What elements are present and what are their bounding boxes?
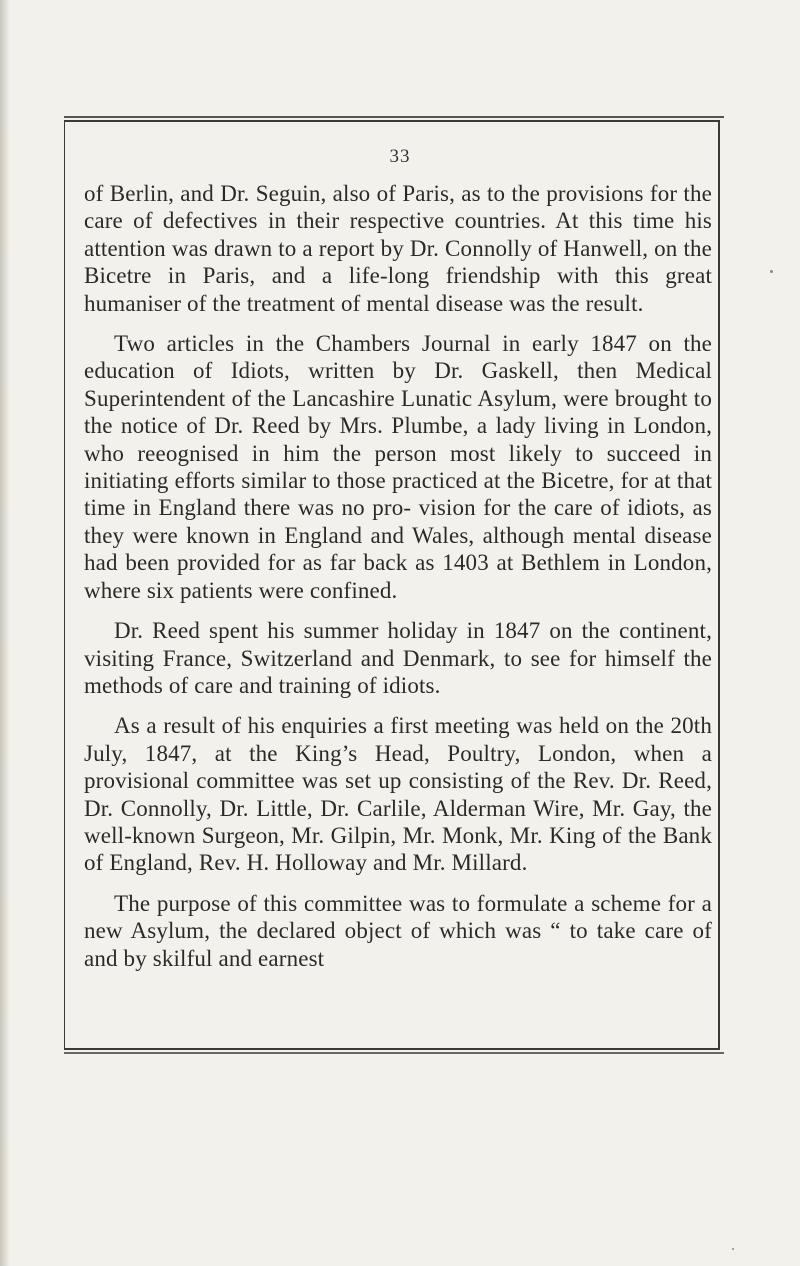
body-text: [84, 180, 712, 972]
page-number: 33: [389, 146, 411, 167]
page-binding-edge: [0, 0, 10, 1266]
frame-top-rule: [64, 116, 724, 118]
paragraph-3: Dr. Reed spent his summer holiday in 1847 on the continent, visiting France, Switzerland and Denmark, to see for himself the methods of care and training of idiots.: [84, 618, 712, 698]
paper-speck: [732, 1248, 734, 1250]
frame-bottom-rule: [64, 1052, 724, 1054]
paragraph-4: As a result of his enquiries a first meeting was held on the 20th July, 1847, at the King’s Head, Poultry, London, when a provisional committee was set up consisting of the Rev. Dr. Reed, Dr. Connolly, Dr. Little, Dr. Carlile, Alderman Wire, Mr. Gay, the well-known Surgeon, Mr. Gilpin, Mr. Monk, Mr. King of the Bank of England, Rev. H. Holloway and Mr. Millard.: [84, 713, 712, 876]
paper-speck: [770, 270, 773, 273]
paragraph-5: The purpose of this committee was to formulate a scheme for a new Asylum, the declared object of which was “ to take care of and by skilful and earnest: [84, 890, 712, 971]
paragraph-1: of Berlin, and Dr. Seguin, also of Paris, as to the provisions for the care of defectives in their respective countries. At this time his attention was drawn to a report by Dr. Connolly of Hanwell, on the Bicetre in Paris, and a life-long friendship with this great humaniser of the treatment of mental disease was the result.: [84, 181, 712, 316]
paragraph-2: Two articles in the Chambers Journal in early 1847 on the education of Idiots, written by Dr. Gaskell, then Medical Superintendent of the Lancashire Lunatic Asylum, were brought to the notice of Dr. Reed by Mrs. Plumbe, a lady living in London, who reeognised in him the person most likely to succeed in initiating efforts similar to those practiced at the Bicetre, for at that time in England there was no pro- vision for the care of idiots, as they were known in England and Wales, although mental disease had been provided for as far back as 1403 at Bethlem in London, where six patients were confined.: [84, 331, 712, 603]
